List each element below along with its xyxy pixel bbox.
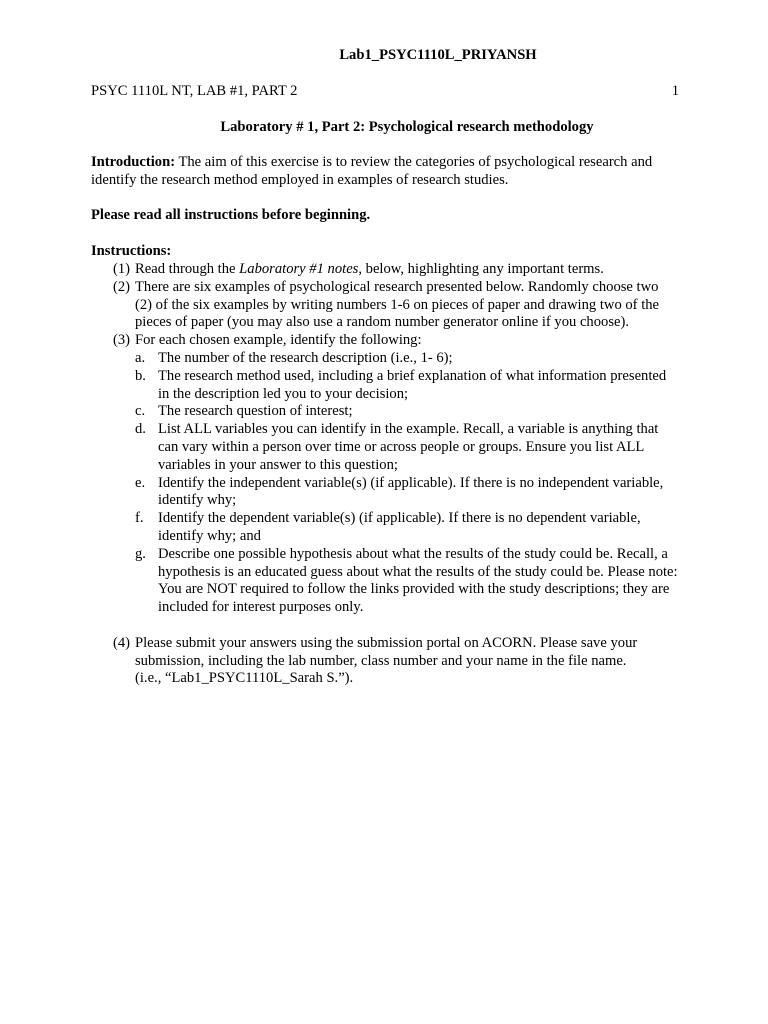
please-read-notice: Please read all instructions before beginning. [91,207,371,223]
instructions-list [113,261,679,688]
introduction-paragraph [91,154,681,190]
sub-item-a [135,350,679,368]
step-number: (4) [113,634,131,651]
step-1-text-after: , below, highlighting any important terms. [358,261,604,277]
lab-notes-reference: Laboratory #1 notes [239,261,359,277]
step-text: Please submit your answers using the submission portal on ACORN. Please save your submission, including the lab number, class number and your name in the file name. [135,634,638,669]
step-1-text-before: Read through the [135,261,240,277]
sub-item-letter: d. [135,421,146,438]
step-text [135,261,679,279]
instruction-step-2 [113,279,679,332]
sub-item-text: Identify the independent variable(s) (if applicable). If there is no independent variable, identify why; [158,474,664,509]
step-number: (1) [113,261,131,277]
sub-item-letter: e. [135,474,146,491]
running-head [91,83,679,101]
sub-item-text: The research question of interest; [158,403,353,420]
sub-item-b [135,368,679,404]
page-number: 1 [671,83,679,99]
instruction-step-3 [113,332,679,617]
sub-item-d [135,421,679,474]
sub-item-letter: a. [135,349,146,366]
document-title: Lab1_PSYC1110L_PRIYANSH [339,47,537,63]
step-content [135,332,679,617]
step-text: For each chosen example, identify the following: [135,332,422,349]
sub-item-letter: b. [135,367,146,384]
sub-item-text: Describe one possible hypothesis about what the results of the study could be. Recall, a hypothesis is an educated guess about what the results of the study could be. Please note: You are NOT required to follow the links provided with the study descriptions; they are included for interest purposes only. [158,545,678,616]
sub-item-c [135,403,679,421]
instruction-step-1 [113,261,679,279]
sub-item-text: List ALL variables you can identify in the example. Recall, a variable is anything that can vary within a person over time or across people or groups. Ensure you list ALL variables in your answer to this question; [158,421,659,473]
sub-item-letter: f. [135,510,144,527]
list-spacer [113,617,679,635]
step-content [135,635,679,688]
instructions-heading: Instructions: [91,243,172,259]
instruction-step-4 [113,635,679,688]
sub-item-letter: c. [135,403,146,420]
step-text: There are six examples of psychological research presented below. Randomly choose two (2) of the six examples by writing numbers 1-6 on pieces of paper and drawing two of the pieces of paper (you may also use a random number generator online if you choose). [135,278,660,331]
step-number: (2) [113,278,131,295]
sub-item-text: The number of the research description (i.e., 1- 6); [158,349,453,366]
introduction-label: Introduction: [91,154,176,170]
introduction-text: The aim of this exercise is to review the categories of psychological research and identify the research method employed in examples of research studies. [91,154,653,188]
sub-item-g [135,546,679,617]
sub-item-text: Identify the dependent variable(s) (if applicable). If there is no dependent variable, identify why; and [158,510,641,544]
sub-item-e [135,475,679,511]
sub-instructions-list [135,350,679,617]
running-head-text: PSYC 1110L NT, LAB #1, PART 2 [91,83,298,99]
file-name-example: (i.e., “Lab1_PSYC1110L_Sarah S.”). [135,670,354,687]
sub-item-letter: g. [135,545,146,562]
section-title: Laboratory # 1, Part 2: Psychological research methodology [220,119,594,135]
sub-item-text: The research method used, including a brief explanation of what information presented in the description led you to your decision; [158,367,667,402]
sub-item-f [135,510,679,546]
step-number: (3) [113,332,131,349]
